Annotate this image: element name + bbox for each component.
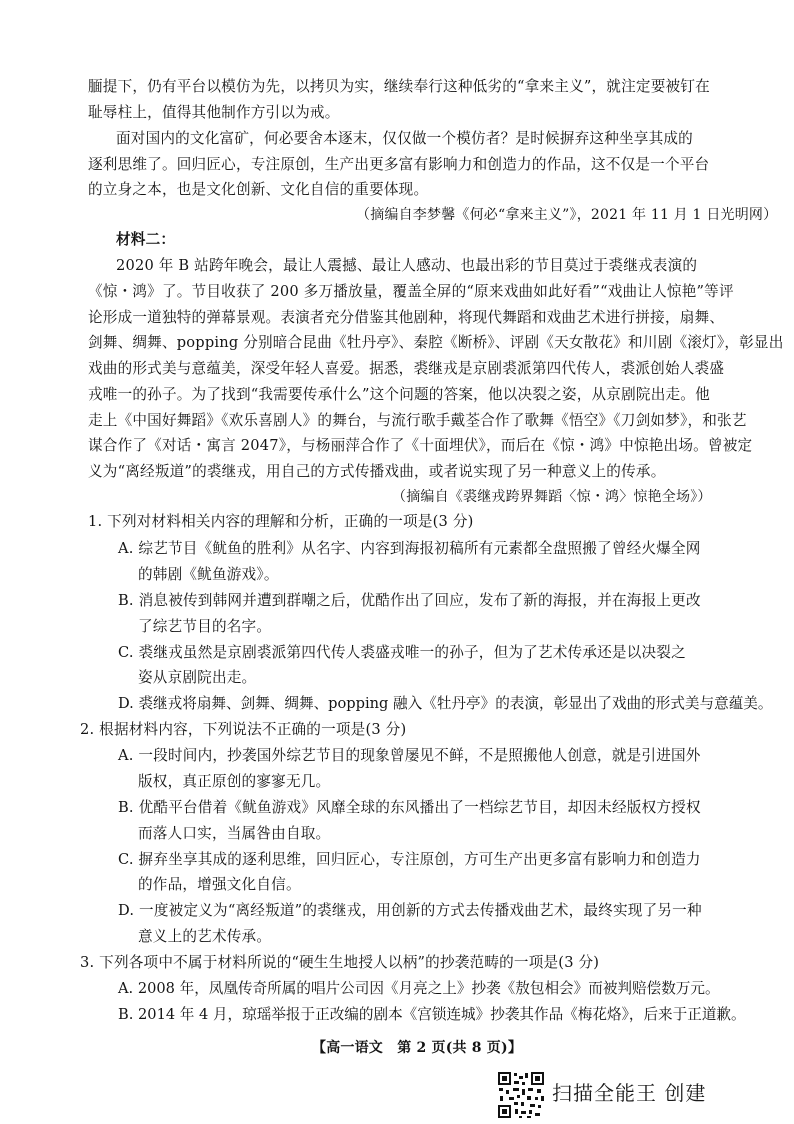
q2-option-b-cont: 而落人口实，当属咎由自取。 [138,825,331,842]
material2-line-6: 戎唯一的孙子。为了找到“我需要传承什么”这个问题的答案，他以决裂之姿，从京剧院出走。他 [88,386,710,403]
q1-option-d: D. 裘继戎将扇舞、剑舞、绸舞、popping 融入《牡丹亭》的表演，彰显出了戏曲的形式美与意蕴美。 [118,695,773,712]
material2-source: （摘编自《裘继戎跨界舞蹈〈惊・鸿〉惊艳全场》） [392,489,712,505]
material2-line-8: 谋合作了《对话・寓言 2047》，与杨丽萍合作了《十面埋伏》，而后在《惊・鸿》中惊艳出场。曾被定 [88,437,753,454]
q2-option-c-cont: 的作品，增强文化自信。 [138,876,301,893]
material2-line-5: 戏曲的形式美与意蕴美，深受年轻人喜爱。据悉，裘继戎是京剧裘派第四代传人，裘派创始人裘盛 [88,360,725,377]
q3-stem: 3. 下列各项中不属于材料所说的“硬生生地授人以柄”的抄袭范畴的一项是(3 分) [80,954,600,971]
q1-option-a-cont: 的韩剧《鱿鱼游戏》。 [138,566,279,583]
material2-line-9: 义为“离经叛道”的裘继戎，用自己的方式传播戏曲，或者说实现了另一种意义上的传承。 [88,463,666,480]
material2-line-3: 论形成一道独特的弹幕景观。表演者充分借鉴其他剧种，将现代舞蹈和戏曲艺术进行拼接，扇舞、 [88,309,725,326]
passage1-source: （摘编自李梦馨《何必“拿来主义”》，2021 年 11 月 1 日光明网） [356,207,778,223]
q2-option-d-cont: 意义上的艺术传承。 [138,928,272,945]
passage1-line-4: 逐利思维了。回归匠心，专注原创，生产出更多富有影响力和创造力的作品，这不仅是一个平台 [88,156,710,173]
q1-option-b-cont: 了综艺节目的名字。 [138,618,272,635]
q1-option-b: B. 消息被传到韩网并遭到群嘲之后，优酷作出了回应，发布了新的海报，并在海报上更改 [118,592,701,609]
material2-line-7: 走上《中国好舞蹈》《欢乐喜剧人》的舞台，与流行歌手戴荃合作了歌舞《悟空》《刀剑如梦》，和张艺 [88,412,747,429]
q2-stem: 2. 根据材料内容，下列说法不正确的一项是(3 分) [80,721,407,738]
material2-line-4: 剑舞、绸舞、popping 分别暗合昆曲《牡丹亭》、秦腔《断桥》、评剧《天女散花》和川剧《滚灯》，彰显出 [88,334,784,351]
material2-heading: 材料二： [116,231,176,248]
q1-option-a: A. 综艺节目《鱿鱼的胜利》从名字、内容到海报初稿所有元素都全盘照搬了曾经火爆全网 [118,540,701,557]
q3-option-a: A. 2008 年，凤凰传奇所属的唱片公司因《月亮之上》抄袭《敖包相会》而被判赔偿数万元。 [118,980,720,997]
passage1-line-3: 面对国内的文化富矿，何必要舍本逐末，仅仅做一个模仿者？是时候摒弃这种坐享其成的 [116,130,693,147]
q2-option-c: C. 摒弃坐享其成的逐利思维，回归匠心，专注原创，方可生产出更多富有影响力和创造力 [118,851,701,868]
q1-option-c-cont: 姿从京剧院出走。 [138,669,257,686]
qr-code-icon [497,1071,545,1119]
scanner-watermark: 扫描全能王 创建 [552,1081,707,1105]
material2-line-1: 2020 年 B 站跨年晚会，最让人震撼、最让人感动、也最出彩的节目莫过于裘继戎表演的 [116,257,698,274]
q2-option-a-cont: 版权，真正原创的寥寥无几。 [138,773,331,790]
material2-line-2: 《惊・鸿》了。节目收获了 200 多万播放量，覆盖全屏的“原来戏曲如此好看”“戏曲让人惊艳”等评 [88,283,734,300]
q2-option-b: B. 优酷平台借着《鱿鱼游戏》风靡全球的东风播出了一档综艺节目，却因未经版权方授权 [118,799,701,816]
passage1-line-2: 耻辱柱上，值得其他制作方引以为戒。 [88,104,340,121]
q3-option-b: B. 2014 年 4 月，琼瑶举报于正改编的剧本《宫锁连城》抄袭其作品《梅花烙》，后来于正道歉。 [118,1006,746,1023]
page-footer: 【高一语文 第 2 页(共 8 页)】 [312,1040,523,1056]
q1-stem: 1. 下列对材料相关内容的理解和分析，正确的一项是(3 分) [88,513,474,530]
q2-option-a: A. 一段时间内，抄袭国外综艺节目的现象曾屡见不鲜，不是照搬他人创意，就是引进国外 [118,747,701,764]
q2-option-d: D. 一度被定义为“离经叛道”的裘继戎，用创新的方式去传播戏曲艺术，最终实现了另一种 [118,902,702,919]
passage1-line-1: 腼提下，仍有平台以模仿为先，以拷贝为实，继续奉行这种低劣的“拿来主义”，就注定要被钉在 [88,78,710,95]
q1-option-c: C. 裘继戎虽然是京剧裘派第四代传人裘盛戎唯一的孙子，但为了艺术传承还是以决裂之 [118,644,686,661]
passage1-line-5: 的立身之本，也是文化创新、文化自信的重要体现。 [88,181,429,198]
